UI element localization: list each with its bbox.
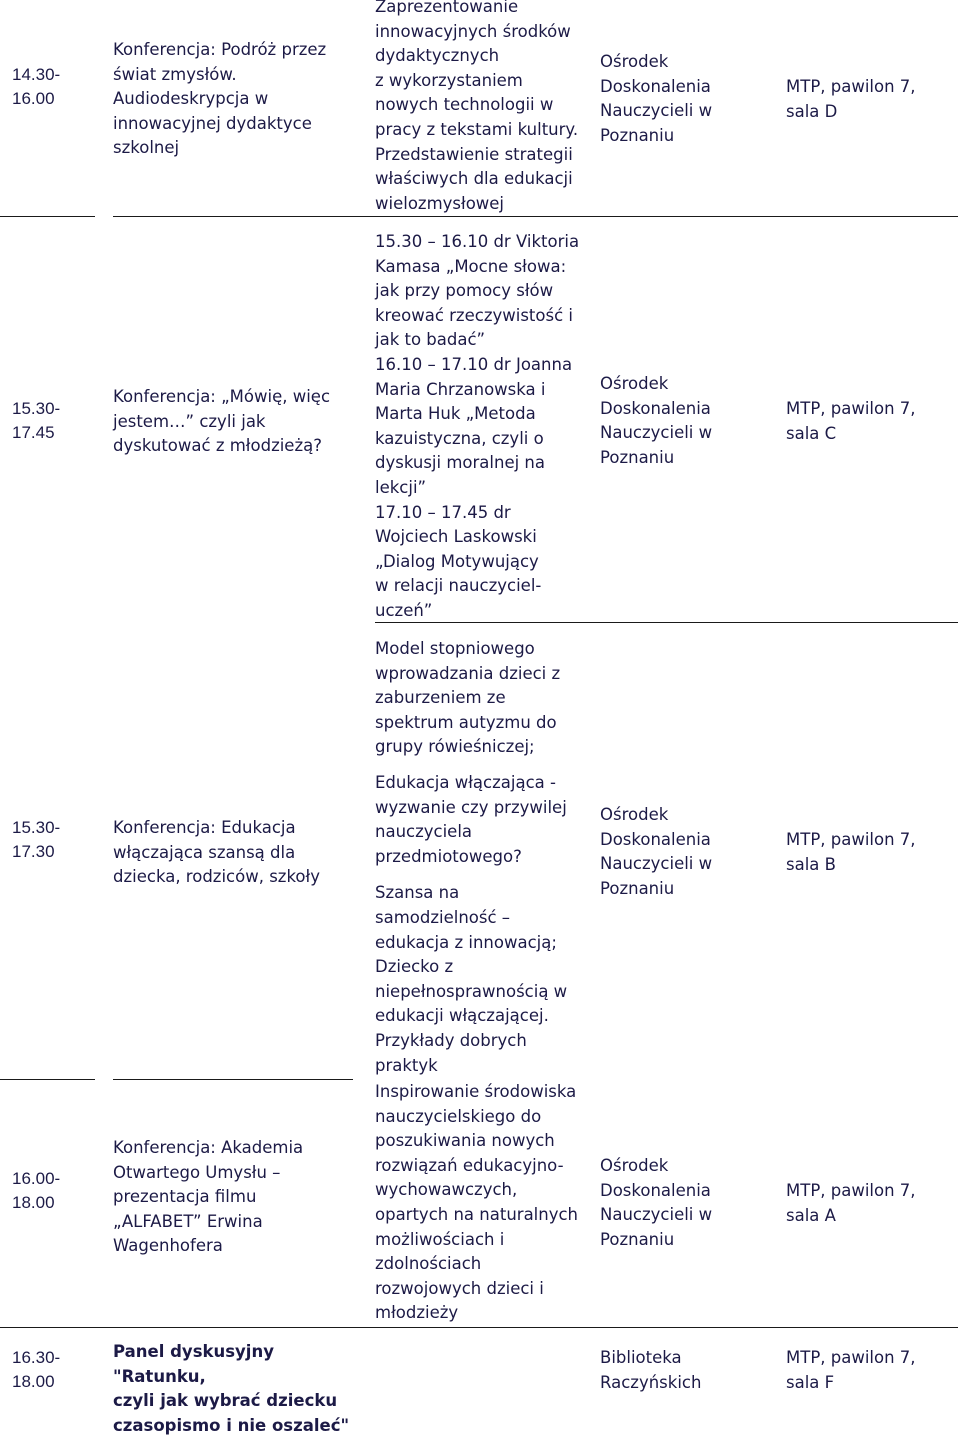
organizer-line: Nauczycieli w <box>600 421 770 446</box>
organizer-line: Ośrodek <box>600 1154 770 1179</box>
organizer-line: Ośrodek <box>600 803 770 828</box>
description-line: wprowadzania dzieci z <box>375 662 590 687</box>
title-line: Otwartego Umysłu – <box>113 1161 353 1186</box>
organizer-line: Doskonalenia <box>600 75 770 100</box>
title-line: Konferencja: Edukacja <box>113 816 353 841</box>
row-divider <box>113 1079 353 1080</box>
description-line: praktyk <box>375 1054 590 1079</box>
organizer-line: Poznaniu <box>600 877 770 902</box>
event-description <box>375 230 590 624</box>
description-line: wyzwanie czy przywilej <box>375 796 590 821</box>
description-line: kazuistyczna, czyli o <box>375 427 590 452</box>
description-line: z wykorzystaniem <box>375 69 590 94</box>
description-line: opartych na naturalnych <box>375 1203 590 1228</box>
organizer-line: Nauczycieli w <box>600 99 770 124</box>
event-title <box>113 38 353 161</box>
description-line: kreować rzeczywistość i <box>375 304 590 329</box>
description-line: niepełnosprawnością w <box>375 980 590 1005</box>
description-line: nowych technologii w <box>375 93 590 118</box>
description-line: innowacyjnych środków <box>375 20 590 45</box>
time-end: 17.30 <box>12 840 82 864</box>
description-line: Maria Chrzanowska i <box>375 378 590 403</box>
title-line: Wagenhofera <box>113 1234 353 1259</box>
title-line: Konferencja: Akademia <box>113 1136 353 1161</box>
venue-line: sala D <box>786 100 956 125</box>
time-end: 18.00 <box>12 1191 82 1215</box>
title-line: czasopismo i nie oszaleć" <box>113 1414 353 1438</box>
venue <box>786 75 956 124</box>
description-line: nauczyciela <box>375 820 590 845</box>
description-line: Przedstawienie strategii <box>375 143 590 168</box>
venue-line: MTP, pawilon 7, <box>786 828 956 853</box>
title-line: innowacyjnej dydaktyce <box>113 112 353 137</box>
description-line: lekcji” <box>375 476 590 501</box>
event-description <box>375 1080 590 1326</box>
venue <box>786 1346 956 1395</box>
organizer-line: Nauczycieli w <box>600 1203 770 1228</box>
description-block <box>375 637 590 760</box>
organizer-line: Doskonalenia <box>600 828 770 853</box>
description-line: Edukacja włączająca - <box>375 771 590 796</box>
title-line: dziecka, rodziców, szkoły <box>113 865 353 890</box>
venue-line: MTP, pawilon 7, <box>786 1346 956 1371</box>
event-title <box>113 1340 353 1438</box>
organizer-line: Nauczycieli w <box>600 852 770 877</box>
title-line: Konferencja: Podróż przez <box>113 38 353 63</box>
description-line: samodzielność – <box>375 906 590 931</box>
title-line: dyskutować z młodzieżą? <box>113 434 353 459</box>
organizer <box>600 372 770 470</box>
title-line: jestem…” czyli jak <box>113 410 353 435</box>
organizer-line: Doskonalenia <box>600 397 770 422</box>
description-line: edukacja z innowacją; <box>375 931 590 956</box>
time-range <box>12 63 82 111</box>
description-line: grupy rówieśniczej; <box>375 735 590 760</box>
time-start: 16.30- <box>12 1346 82 1370</box>
description-line: 16.10 – 17.10 dr Joanna <box>375 353 590 378</box>
description-line: zdolnościach <box>375 1252 590 1277</box>
venue-line: MTP, pawilon 7, <box>786 397 956 422</box>
venue <box>786 1179 956 1228</box>
event-description <box>375 637 590 1078</box>
description-line: Szansa na <box>375 881 590 906</box>
time-range <box>12 816 82 864</box>
organizer-line: Poznaniu <box>600 124 770 149</box>
title-line: czyli jak wybrać dziecku <box>113 1389 353 1414</box>
time-range <box>12 1167 82 1215</box>
description-line: Dziecko z <box>375 955 590 980</box>
description-line: Kamasa „Mocne słowa: <box>375 255 590 280</box>
venue-line: sala F <box>786 1371 956 1396</box>
title-line: Audiodeskrypcja w <box>113 87 353 112</box>
description-line: spektrum autyzmu do <box>375 711 590 736</box>
description-line: dyskusji moralnej na <box>375 451 590 476</box>
time-end: 17.45 <box>12 421 82 445</box>
time-end: 16.00 <box>12 87 82 111</box>
title-line: szkolnej <box>113 136 353 161</box>
description-line: Marta Huk „Metoda <box>375 402 590 427</box>
venue-line: MTP, pawilon 7, <box>786 1179 956 1204</box>
row-divider <box>0 1327 958 1328</box>
time-start: 15.30- <box>12 816 82 840</box>
venue-line: sala B <box>786 853 956 878</box>
description-line: Wojciech Laskowski <box>375 525 590 550</box>
description-line: nauczycielskiego do <box>375 1105 590 1130</box>
description-line: pracy z tekstami kultury. <box>375 118 590 143</box>
time-range <box>12 1346 82 1394</box>
venue-line: MTP, pawilon 7, <box>786 75 956 100</box>
event-description <box>375 0 590 216</box>
organizer-line: Ośrodek <box>600 50 770 75</box>
description-line: Inspirowanie środowiska <box>375 1080 590 1105</box>
description-line: jak przy pomocy słów <box>375 279 590 304</box>
time-start: 14.30- <box>12 63 82 87</box>
description-line: rozwiązań edukacyjno- <box>375 1154 590 1179</box>
description-line: edukacji włączającej. <box>375 1004 590 1029</box>
description-line: dydaktycznych <box>375 44 590 69</box>
description-line: 15.30 – 16.10 dr Viktoria <box>375 230 590 255</box>
description-line: Model stopniowego <box>375 637 590 662</box>
organizer-line: Poznaniu <box>600 446 770 471</box>
organizer-line: Ośrodek <box>600 372 770 397</box>
description-line: „Dialog Motywujący <box>375 550 590 575</box>
organizer <box>600 1346 770 1395</box>
description-line: w relacji nauczyciel- <box>375 574 590 599</box>
venue <box>786 397 956 446</box>
title-line: włączająca szansą dla <box>113 841 353 866</box>
venue <box>786 828 956 877</box>
description-line: młodzieży <box>375 1301 590 1326</box>
organizer-line: Biblioteka <box>600 1346 770 1371</box>
title-line: Panel dyskusyjny "Ratunku, <box>113 1340 353 1389</box>
description-line: 17.10 – 17.45 dr <box>375 501 590 526</box>
organizer <box>600 803 770 901</box>
description-line: Przykłady dobrych <box>375 1029 590 1054</box>
description-line: uczeń” <box>375 599 590 624</box>
event-title <box>113 1136 353 1259</box>
time-start: 15.30- <box>12 397 82 421</box>
description-line: możliwościach i <box>375 1228 590 1253</box>
title-line: prezentacja filmu <box>113 1185 353 1210</box>
description-line: Zaprezentowanie <box>375 0 590 20</box>
description-line: wielozmysłowej <box>375 192 590 217</box>
description-line: właściwych dla edukacji <box>375 167 590 192</box>
organizer-line: Poznaniu <box>600 1228 770 1253</box>
description-line: rozwojowych dzieci i <box>375 1277 590 1302</box>
description-block <box>375 881 590 1078</box>
title-line: Konferencja: „Mówię, więc <box>113 385 353 410</box>
row-divider <box>0 1079 95 1080</box>
title-line: świat zmysłów. <box>113 63 353 88</box>
organizer-line: Raczyńskich <box>600 1371 770 1396</box>
event-title <box>113 816 353 890</box>
description-line: jak to badać” <box>375 328 590 353</box>
organizer <box>600 50 770 148</box>
title-line: „ALFABET” Erwina <box>113 1210 353 1235</box>
venue-line: sala A <box>786 1204 956 1229</box>
description-line: zaburzeniem ze <box>375 686 590 711</box>
description-block <box>375 771 590 869</box>
event-title <box>113 385 353 459</box>
description-line: przedmiotowego? <box>375 845 590 870</box>
row-divider <box>0 216 95 217</box>
time-end: 18.00 <box>12 1370 82 1394</box>
description-line: wychowawczych, <box>375 1178 590 1203</box>
time-start: 16.00- <box>12 1167 82 1191</box>
organizer <box>600 1154 770 1252</box>
venue-line: sala C <box>786 422 956 447</box>
description-line: poszukiwania nowych <box>375 1129 590 1154</box>
time-range <box>12 397 82 445</box>
organizer-line: Doskonalenia <box>600 1179 770 1204</box>
